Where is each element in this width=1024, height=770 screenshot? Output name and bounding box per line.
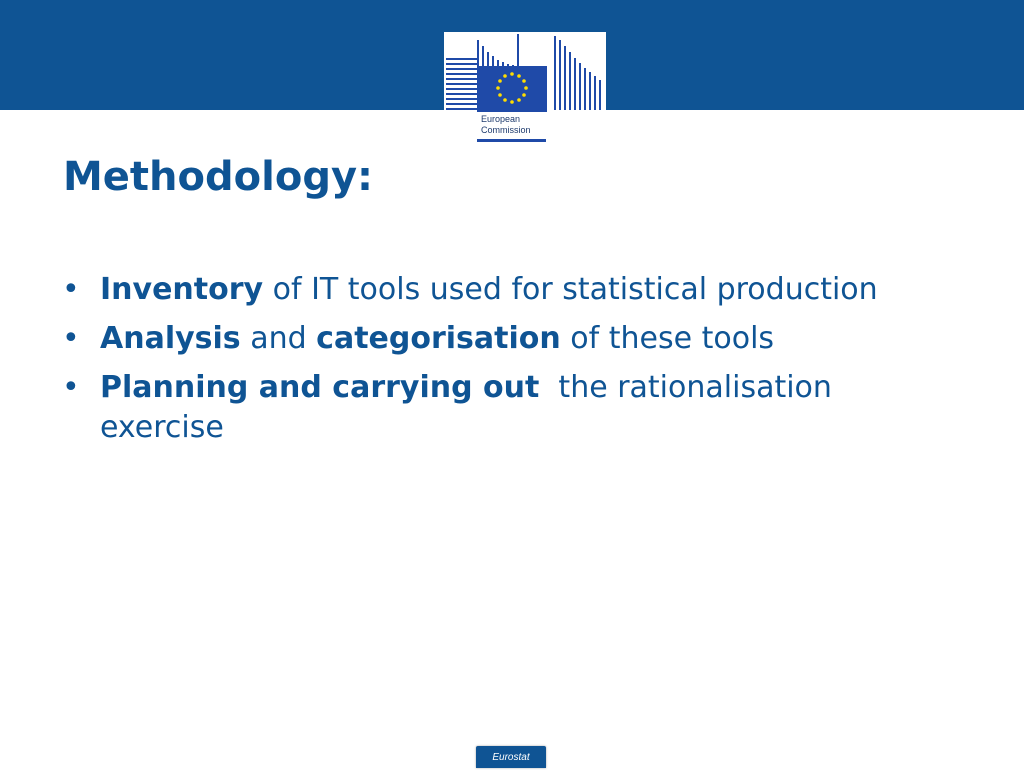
bullet-bold: Inventory [100, 272, 264, 307]
bullet-item [62, 319, 962, 359]
eurostat-badge [476, 746, 546, 768]
bullet-list [62, 270, 962, 457]
bullet-text: and [240, 321, 317, 356]
slide-title: Methodology: [63, 154, 374, 200]
bullet-dot-icon: • [62, 370, 80, 405]
eurostat-badge-label: Eurostat [492, 752, 530, 763]
bullet-item [62, 368, 962, 448]
bullet-item [62, 270, 962, 310]
bullet-text: of IT tools used for statistical production [263, 272, 878, 307]
bullet-text: of these tools [560, 321, 775, 356]
logo-wordmark [481, 114, 531, 136]
bullet-bold: Planning and carrying out [100, 370, 540, 405]
logo-line-2: Commission [481, 125, 531, 135]
bullet-bold: categorisation [316, 321, 561, 356]
logo-underline [477, 139, 546, 142]
european-commission-logo [444, 32, 606, 146]
bullet-dot-icon: • [62, 272, 80, 307]
logo-line-1: European [481, 114, 521, 124]
bullet-text: the rationalisation exercise [100, 370, 842, 445]
bullet-dot-icon: • [62, 321, 80, 356]
bullet-bold: Analysis [100, 321, 241, 356]
